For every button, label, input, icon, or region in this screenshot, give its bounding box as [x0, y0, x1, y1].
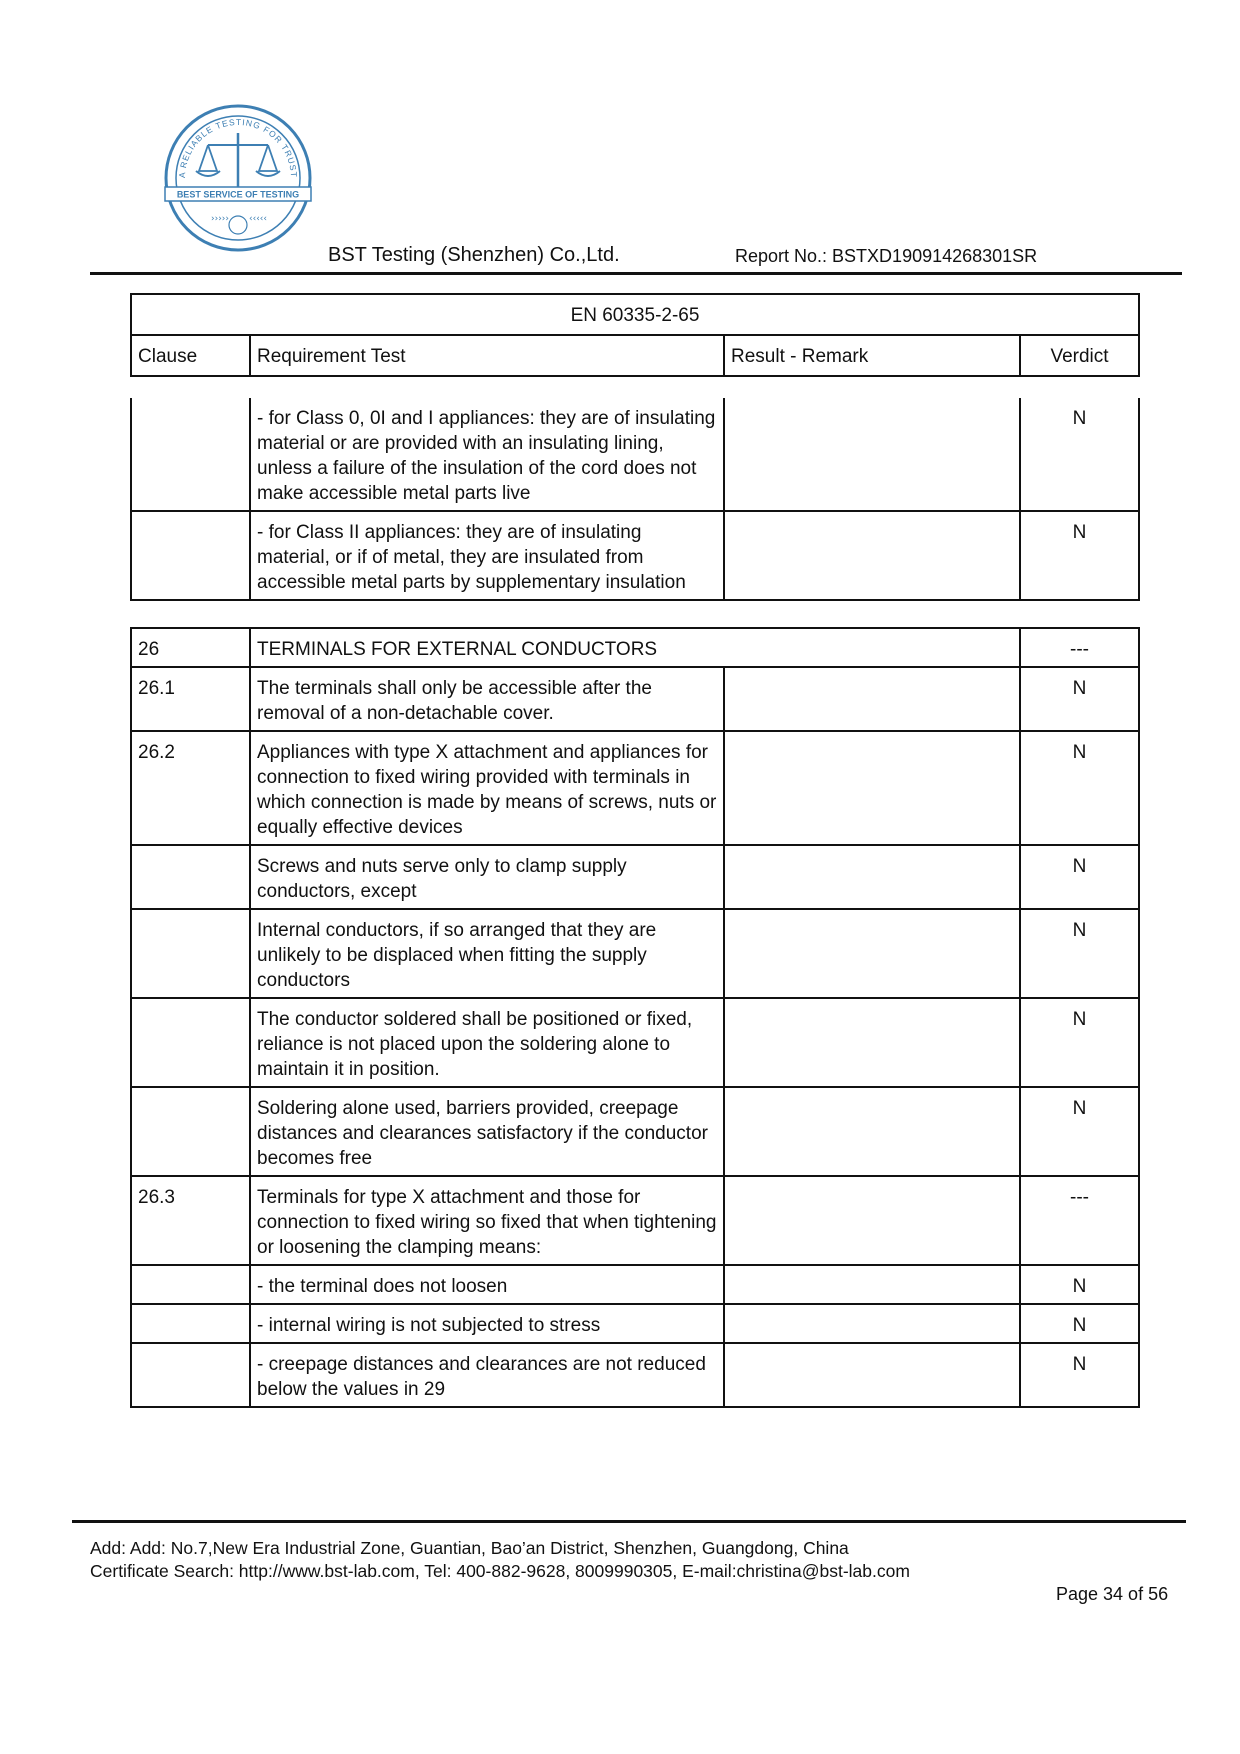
table-row — [131, 1265, 1139, 1304]
requirement-cell: The terminals shall only be accessible after the removal of a non-detachable cover. — [250, 667, 724, 731]
table-header — [130, 293, 1140, 377]
verdict-cell: N — [1020, 398, 1139, 511]
continued-table — [130, 398, 1140, 601]
logo-banner-text: BEST SERVICE OF TESTING — [176, 189, 300, 200]
company-name: BST Testing (Shenzhen) Co.,Ltd. — [328, 244, 620, 266]
result-cell — [724, 1304, 1020, 1343]
footer-divider — [72, 1520, 1186, 1523]
table-row — [131, 667, 1139, 731]
header-divider — [90, 272, 1182, 275]
verdict-cell: --- — [1020, 1176, 1139, 1265]
verdict-cell: N — [1020, 1343, 1139, 1407]
result-cell — [724, 1087, 1020, 1176]
footer-address: Add: Add: No.7,New Era Industrial Zone, Guantian, Bao’an District, Shenzhen, Guangdong, China — [90, 1538, 849, 1558]
verdict-cell: N — [1020, 909, 1139, 998]
clause-cell — [131, 1265, 250, 1304]
verdict-cell: --- — [1020, 628, 1139, 667]
clause-cell — [131, 998, 250, 1087]
requirement-cell: Terminals for type X attachment and those for connection to fixed wiring so fixed that when tightening or loosening the clamping means: — [250, 1176, 724, 1265]
verdict-cell: N — [1020, 1265, 1139, 1304]
requirement-cell: - for Class II appliances: they are of insulating material, or if of metal, they are insulated from accessible metal parts by supplementary insulation — [250, 511, 724, 600]
requirement-cell: Internal conductors, if so arranged that they are unlikely to be displaced when fitting the supply conductors — [250, 909, 724, 998]
result-cell — [724, 731, 1020, 845]
verdict-cell: N — [1020, 667, 1139, 731]
clause-cell — [131, 511, 250, 600]
clause-cell — [131, 909, 250, 998]
verdict-cell: N — [1020, 1087, 1139, 1176]
report-number: Report No.: BSTXD190914268301SR — [735, 246, 1038, 266]
table-row — [131, 998, 1139, 1087]
clause-cell: 26.2 — [131, 731, 250, 845]
footer-certificate-search: Certificate Search: http://www.bst-lab.com, Tel: 400-882-9628, 8009990305, E-mail:christina@bst-lab.com — [90, 1561, 910, 1581]
column-header-requirement: Requirement Test — [250, 335, 724, 376]
clause-cell — [131, 398, 250, 511]
result-cell — [724, 398, 1020, 511]
clause-cell: 26.3 — [131, 1176, 250, 1265]
requirement-cell: The conductor soldered shall be positioned or fixed, reliance is not placed upon the soldering alone to maintain it in position. — [250, 998, 724, 1087]
table-row — [131, 1343, 1139, 1407]
requirement-cell: - for Class 0, 0I and I appliances: they are of insulating material or are provided with an insulating lining, unless a failure of the insulation of the cord does not make accessible metal parts live — [250, 398, 724, 511]
table-row — [131, 731, 1139, 845]
section-title: TERMINALS FOR EXTERNAL CONDUCTORS — [250, 628, 1020, 667]
requirement-cell: - internal wiring is not subjected to stress — [250, 1304, 724, 1343]
verdict-cell: N — [1020, 998, 1139, 1087]
clause-cell — [131, 1087, 250, 1176]
clause-cell: 26.1 — [131, 667, 250, 731]
verdict-cell: N — [1020, 511, 1139, 600]
result-cell — [724, 1176, 1020, 1265]
company-logo — [163, 103, 313, 253]
table-row — [131, 1176, 1139, 1265]
table-row — [131, 845, 1139, 909]
logo-ring-text: A RELIABLE TESTING FOR TRUST — [176, 116, 300, 179]
result-cell — [724, 1343, 1020, 1407]
column-header-verdict: Verdict — [1020, 335, 1139, 376]
page-number: Page 34 of 56 — [1056, 1584, 1169, 1604]
footer-contact-block — [90, 1537, 910, 1583]
verdict-cell: N — [1020, 1304, 1139, 1343]
result-cell — [724, 511, 1020, 600]
result-cell — [724, 845, 1020, 909]
clause-cell — [131, 1304, 250, 1343]
column-header-result: Result - Remark — [724, 335, 1020, 376]
requirement-cell: - the terminal does not loosen — [250, 1265, 724, 1304]
table-row — [131, 1087, 1139, 1176]
verdict-cell: N — [1020, 731, 1139, 845]
svg-text:›››››: ››››› — [211, 214, 229, 224]
result-cell — [724, 667, 1020, 731]
section-row — [131, 628, 1139, 667]
table-row — [131, 398, 1139, 511]
clause-cell — [131, 845, 250, 909]
standard-title: EN 60335-2-65 — [131, 294, 1139, 335]
requirement-cell: Soldering alone used, barriers provided, creepage distances and clearances satisfactory if the conductor becomes free — [250, 1087, 724, 1176]
requirement-cell: - creepage distances and clearances are not reduced below the values in 29 — [250, 1343, 724, 1407]
table-row — [131, 909, 1139, 998]
requirement-cell: Screws and nuts serve only to clamp supply conductors, except — [250, 845, 724, 909]
section-26-table — [130, 627, 1140, 1408]
verdict-cell: N — [1020, 845, 1139, 909]
clause-cell: 26 — [131, 628, 250, 667]
result-cell — [724, 998, 1020, 1087]
column-header-clause: Clause — [131, 335, 250, 376]
requirement-cell: Appliances with type X attachment and appliances for connection to fixed wiring provided with terminals in which connection is made by means of screws, nuts or equally effective devices — [250, 731, 724, 845]
result-cell — [724, 909, 1020, 998]
table-row — [131, 1304, 1139, 1343]
table-row — [131, 511, 1139, 600]
svg-text:‹‹‹‹‹: ‹‹‹‹‹ — [249, 214, 267, 224]
result-cell — [724, 1265, 1020, 1304]
clause-cell — [131, 1343, 250, 1407]
